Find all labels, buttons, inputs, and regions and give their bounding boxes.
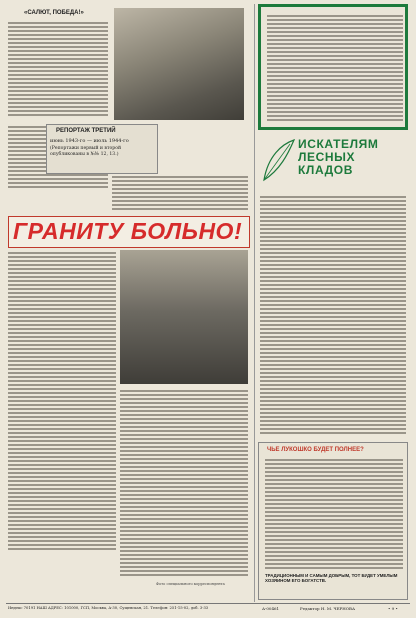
left-column xyxy=(6,4,250,600)
contest-text xyxy=(265,457,403,571)
column-divider xyxy=(254,4,255,602)
right-column xyxy=(258,4,410,602)
leaf-drawing xyxy=(258,136,298,186)
report-title: РЕПОРТАЖ ТРЕТИЙ xyxy=(56,128,116,134)
report-text xyxy=(112,174,248,214)
intro-text xyxy=(267,13,403,125)
footer-rule xyxy=(6,603,410,604)
footer-order: А-00461 xyxy=(262,606,280,611)
report-subtitle: июнь 1943-го — июль 1944-го xyxy=(50,138,129,144)
seekers-text xyxy=(260,194,406,434)
salute-text xyxy=(8,20,108,120)
contest-box xyxy=(258,442,408,600)
photo-credit: Фото специального корреспондента xyxy=(156,582,225,586)
war-photo xyxy=(114,8,244,120)
contest-title: ЧЬЕ ЛУКОШКО БУДЕТ ПОЛНЕЕ? xyxy=(267,447,364,453)
footer-editor: Редактор Н. М. ЧЕРНОВА xyxy=(300,606,355,611)
page-number: • 9 • xyxy=(388,606,398,611)
granite-headline: ГРАНИТУ БОЛЬНО! xyxy=(8,216,250,248)
salute-headline: «САЛЮТ, ПОБЕДА!» xyxy=(24,10,84,16)
leaf-icon xyxy=(258,136,298,186)
seekers-title: ИСКАТЕЛЯМ ЛЕСНЫХ КЛАДОВ xyxy=(298,137,379,177)
granite-text-col-2 xyxy=(120,388,248,578)
monument-photo xyxy=(120,250,248,384)
contest-end: ТРАДИЦИОННЫМ И САМЫМ ДОБРЫМ, ТОТ БУДЕТ УМЕЛЫМ ХОЗЯИНОМ ЕГО БОГАТСТВ. xyxy=(265,573,398,584)
granite-text-col xyxy=(8,250,116,550)
report-note: (Репортажи первый и второй опубликованы в №№ 12, 13.) xyxy=(50,146,122,157)
intro-box xyxy=(258,4,408,130)
footer-address: Индекс 70191 НАШ АДРЕС: 101000, ГСП, Москва, А-30, Сущевская, 21. Телефон: 251-15-02, доб. 3-33 xyxy=(8,606,209,610)
